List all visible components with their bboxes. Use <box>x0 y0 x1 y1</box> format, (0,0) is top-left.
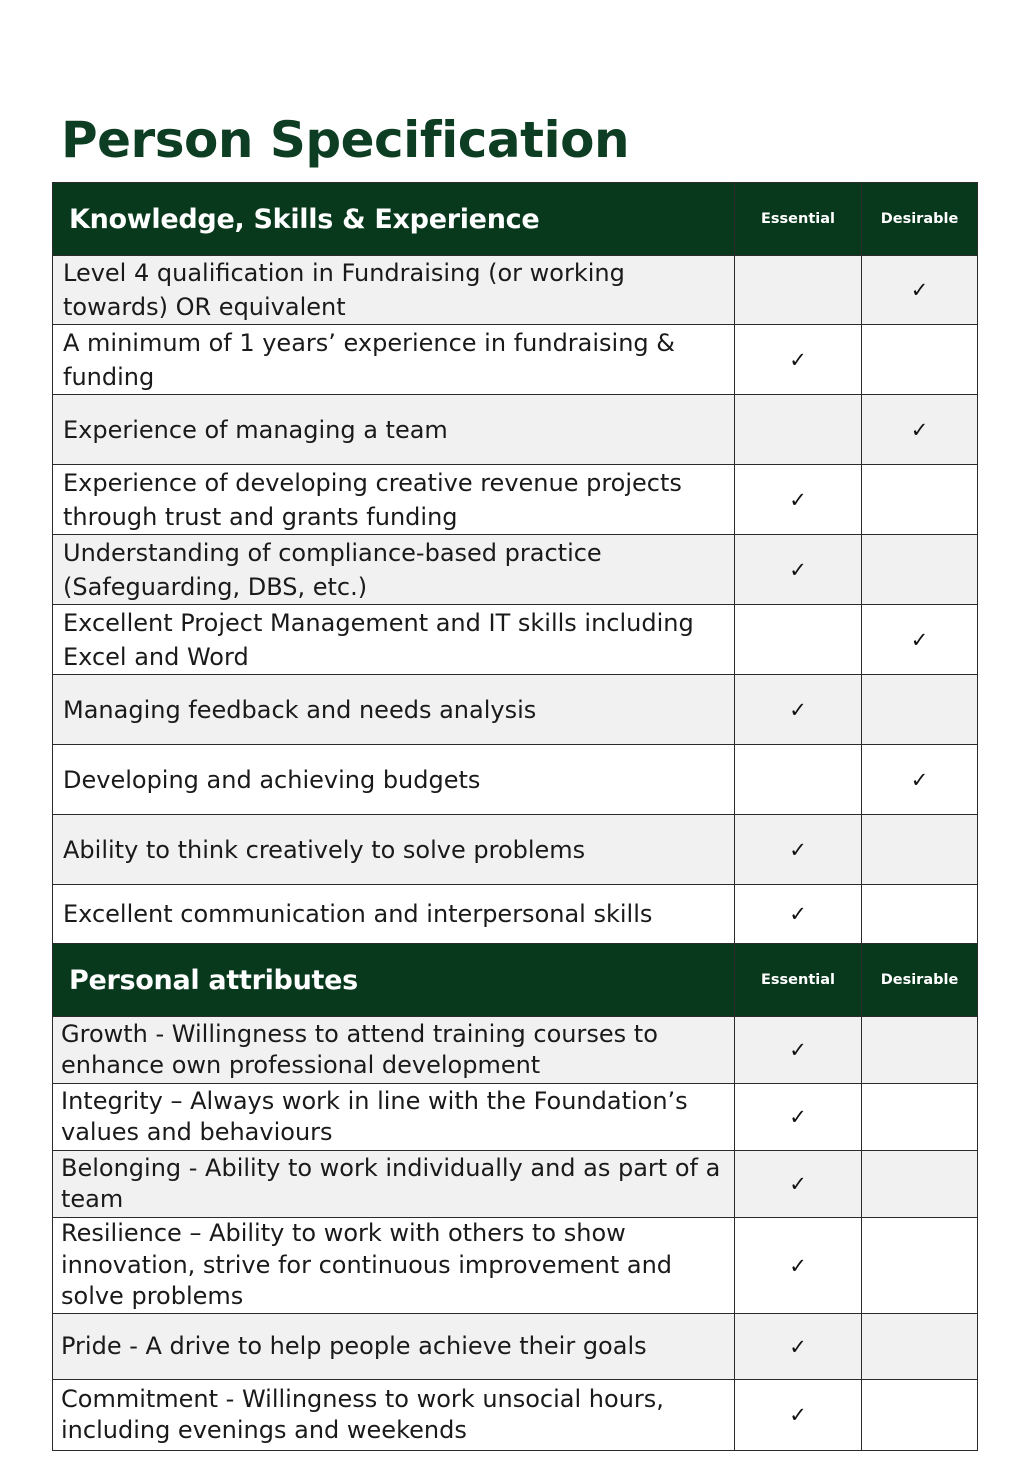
criterion-text: Integrity – Always work in line with the Foundation’s values and behaviours <box>53 1084 735 1151</box>
essential-column-header: Essential <box>735 183 862 256</box>
desirable-column-header: Desirable <box>862 183 978 256</box>
section-header-knowledge <box>53 183 978 256</box>
desirable-column-header: Desirable <box>862 944 978 1017</box>
criterion-text: Pride - A drive to help people achieve their goals <box>53 1314 735 1380</box>
essential-check-icon: ✓ <box>735 1380 862 1451</box>
criterion-text: Ability to think creatively to solve problems <box>53 815 735 885</box>
criterion-text: Belonging - Ability to work individually and as part of a team <box>53 1151 735 1218</box>
criterion-text: Excellent communication and interpersonal skills <box>53 885 735 944</box>
desirable-check-icon: ✓ <box>862 605 978 675</box>
desirable-check-icon <box>862 1314 978 1380</box>
desirable-check-icon <box>862 465 978 535</box>
essential-check-icon <box>735 256 862 325</box>
desirable-check-icon: ✓ <box>862 395 978 465</box>
person-specification-table <box>52 182 978 1451</box>
desirable-check-icon <box>862 1218 978 1314</box>
table-row <box>53 675 978 745</box>
desirable-check-icon <box>862 535 978 605</box>
essential-check-icon: ✓ <box>735 885 862 944</box>
essential-check-icon: ✓ <box>735 1314 862 1380</box>
criterion-text: Level 4 qualification in Fundraising (or working towards) OR equivalent <box>53 256 735 325</box>
table-row <box>53 1218 978 1314</box>
criterion-text: Managing feedback and needs analysis <box>53 675 735 745</box>
criterion-text: A minimum of 1 years’ experience in fundraising & funding <box>53 325 735 395</box>
desirable-check-icon <box>862 885 978 944</box>
table-row <box>53 745 978 815</box>
section-header-personal-attributes <box>53 944 978 1017</box>
desirable-check-icon <box>862 1380 978 1451</box>
criterion-text: Developing and achieving budgets <box>53 745 735 815</box>
essential-check-icon: ✓ <box>735 535 862 605</box>
essential-check-icon: ✓ <box>735 815 862 885</box>
essential-check-icon: ✓ <box>735 1017 862 1084</box>
table-row <box>53 1380 978 1451</box>
essential-column-header: Essential <box>735 944 862 1017</box>
criterion-text: Experience of managing a team <box>53 395 735 465</box>
table-row <box>53 465 978 535</box>
criterion-text: Resilience – Ability to work with others to show innovation, strive for continuous improvement and solve problems <box>53 1218 735 1314</box>
table-row <box>53 1084 978 1151</box>
desirable-check-icon: ✓ <box>862 256 978 325</box>
essential-check-icon: ✓ <box>735 1151 862 1218</box>
criterion-text: Excellent Project Management and IT skills including Excel and Word <box>53 605 735 675</box>
table-row <box>53 1017 978 1084</box>
criterion-text: Growth - Willingness to attend training courses to enhance own professional development <box>53 1017 735 1084</box>
essential-check-icon: ✓ <box>735 325 862 395</box>
essential-check-icon: ✓ <box>735 675 862 745</box>
essential-check-icon <box>735 395 862 465</box>
table-row <box>53 395 978 465</box>
table-row <box>53 605 978 675</box>
essential-check-icon <box>735 605 862 675</box>
table-row <box>53 256 978 325</box>
page-title: Person Specification <box>61 111 630 169</box>
desirable-check-icon <box>862 1017 978 1084</box>
table-row <box>53 325 978 395</box>
table-row <box>53 1314 978 1380</box>
desirable-check-icon <box>862 675 978 745</box>
section-title: Knowledge, Skills & Experience <box>53 183 735 256</box>
criterion-text: Commitment - Willingness to work unsocial hours, including evenings and weekends <box>53 1380 735 1451</box>
table-row <box>53 815 978 885</box>
essential-check-icon: ✓ <box>735 1084 862 1151</box>
essential-check-icon <box>735 745 862 815</box>
section-title: Personal attributes <box>53 944 735 1017</box>
desirable-check-icon: ✓ <box>862 745 978 815</box>
desirable-check-icon <box>862 1084 978 1151</box>
essential-check-icon: ✓ <box>735 1218 862 1314</box>
essential-check-icon: ✓ <box>735 465 862 535</box>
table-row <box>53 535 978 605</box>
table-row <box>53 885 978 944</box>
desirable-check-icon <box>862 815 978 885</box>
desirable-check-icon <box>862 325 978 395</box>
criterion-text: Understanding of compliance-based practice (Safeguarding, DBS, etc.) <box>53 535 735 605</box>
criterion-text: Experience of developing creative revenue projects through trust and grants funding <box>53 465 735 535</box>
table-row <box>53 1151 978 1218</box>
desirable-check-icon <box>862 1151 978 1218</box>
